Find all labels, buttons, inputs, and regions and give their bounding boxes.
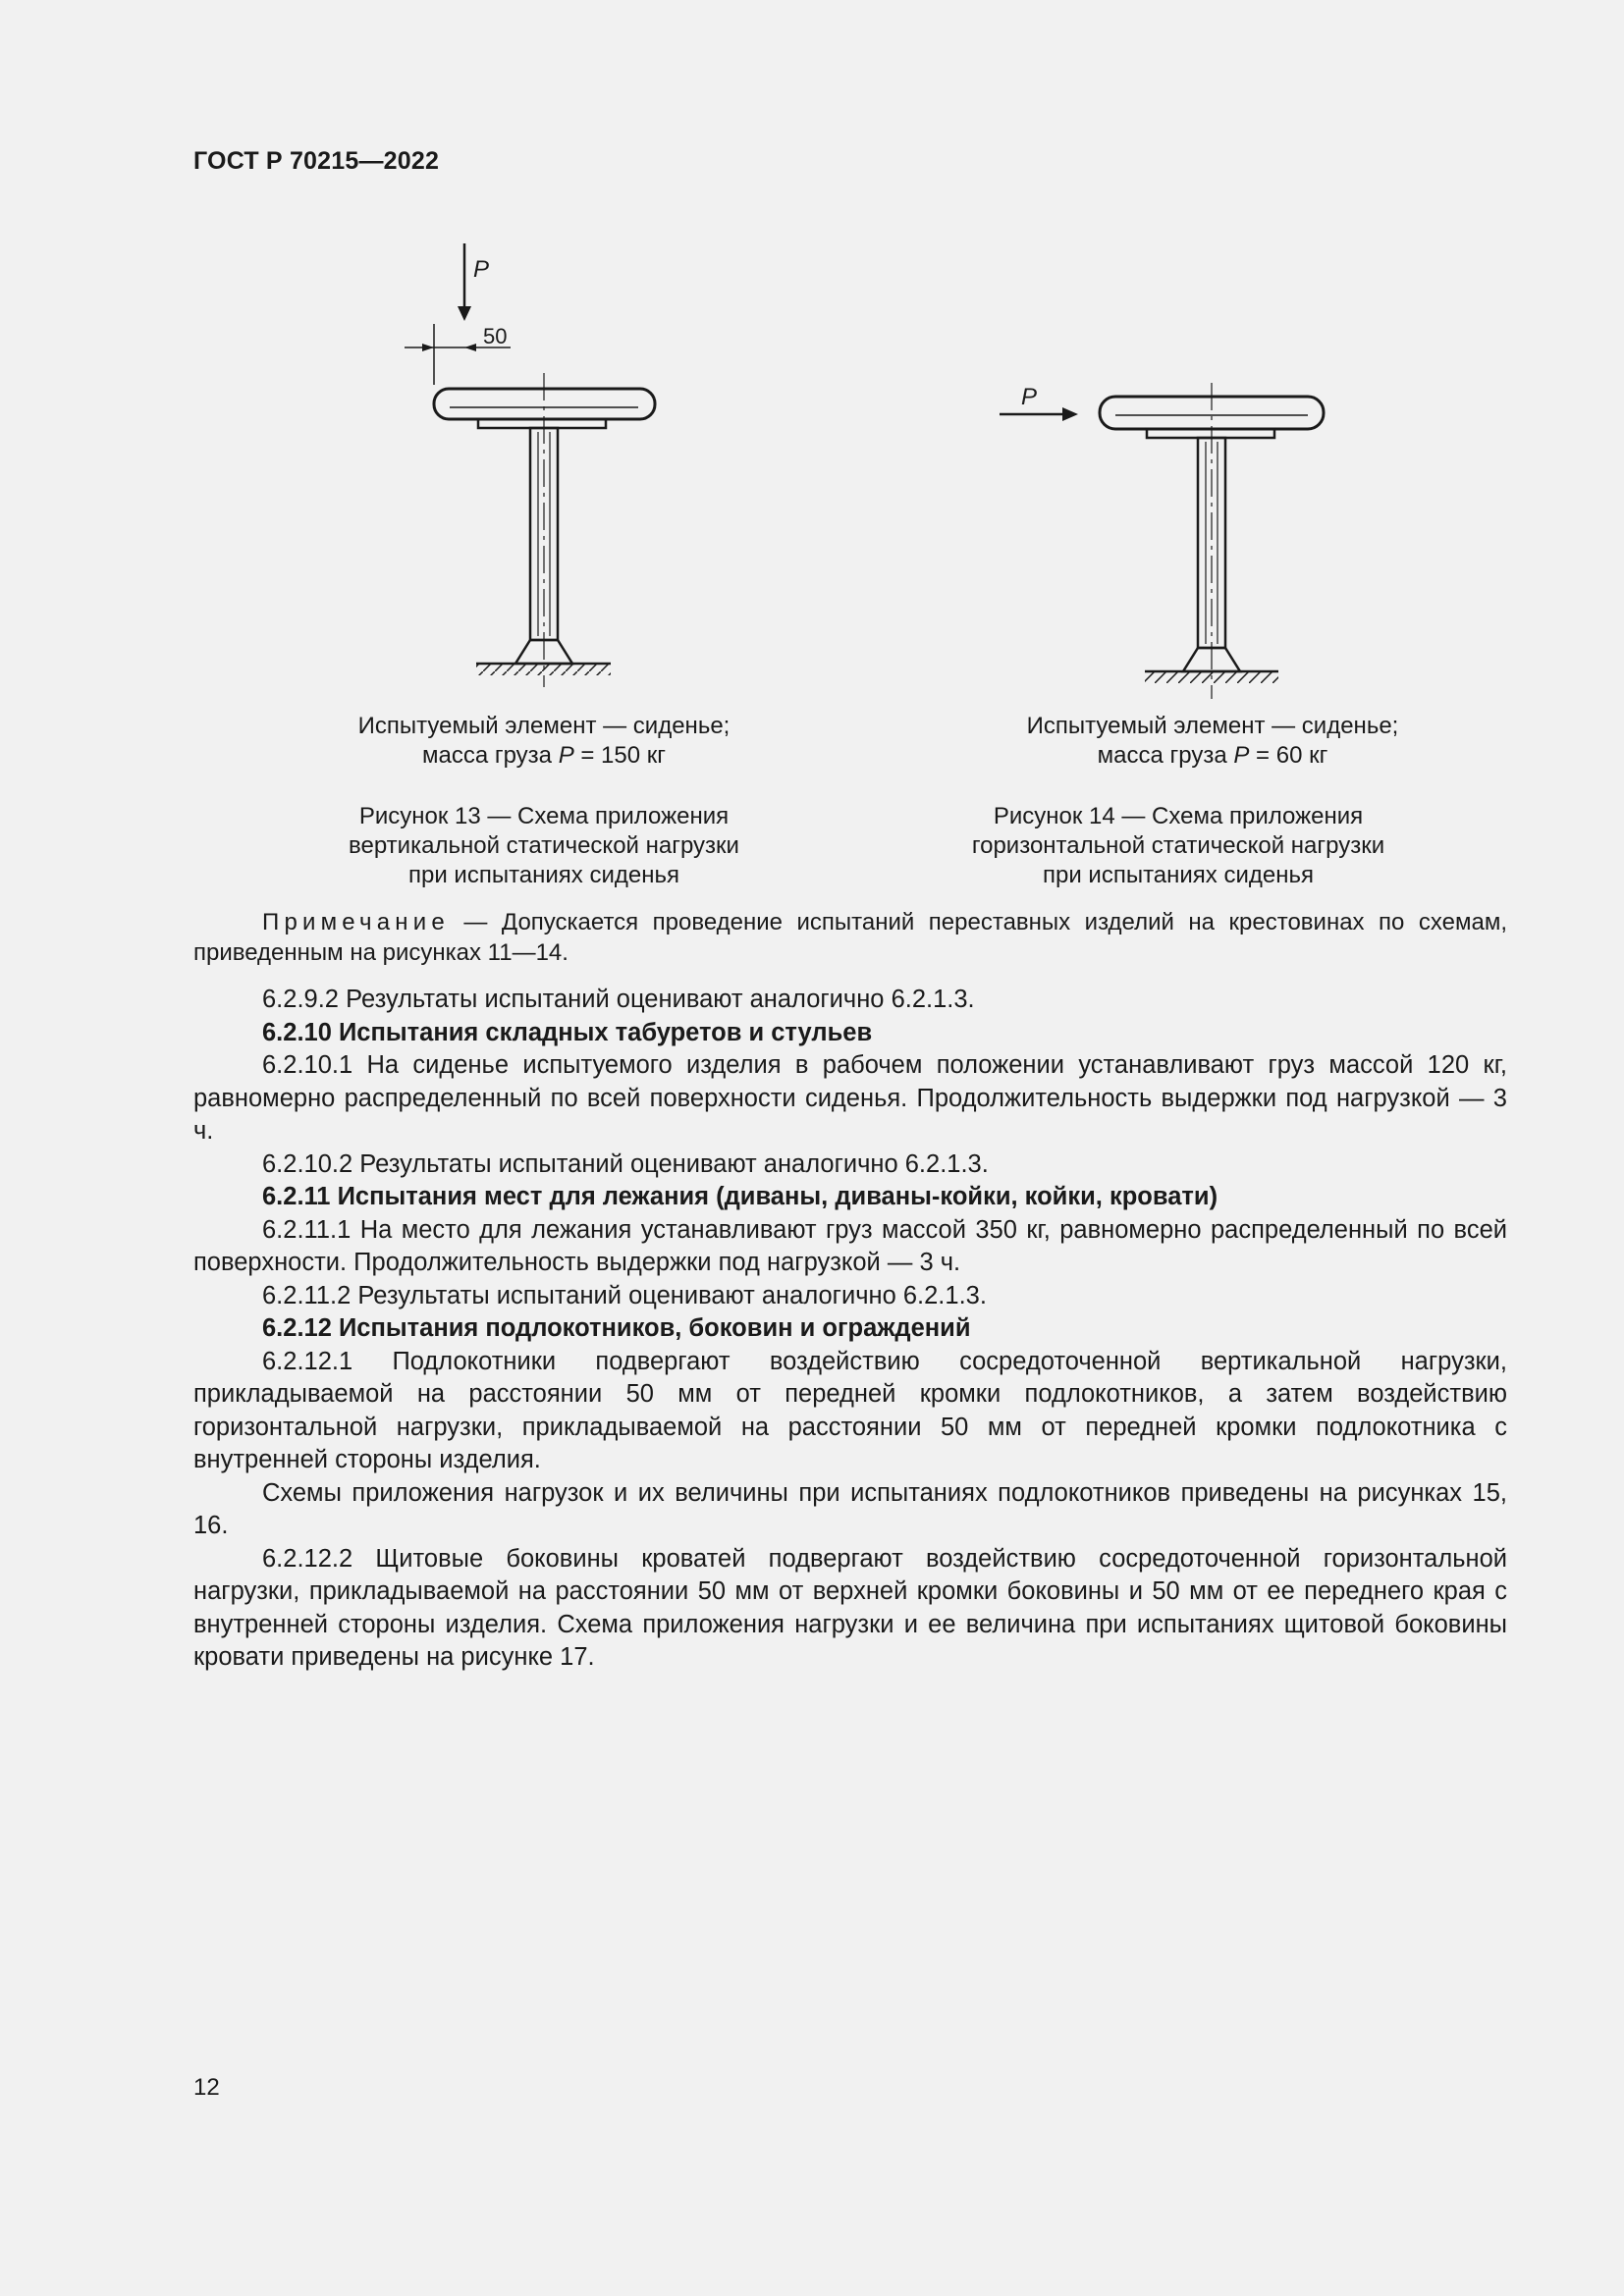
fig13-title-line2: вертикальной статической нагрузки [349,832,739,859]
paragraph-6-2-11-2: 6.2.11.2 Результаты испытаний оценивают аналогично 6.2.1.3. [262,1281,987,1309]
standard-header: ГОСТ Р 70215—2022 [193,147,440,175]
figure-14-stool-horizontal-load [1000,383,1324,699]
fig13-title [274,802,814,890]
note-text: — Допускается проведение испытаний переставных изделий на крестовинах по схемам, приведенным на рисунках 11—14. [193,909,1507,966]
paragraph-6-2-12-2: 6.2.12.2 Щитовые боковины кроватей подвергают воздействию сосредоточенной горизонтальной нагрузки, прикладываемой на расстоянии 50 мм от верхней кромки боковины и 50 мм от ее переднего края с внутренней стороны изделия. Схема приложения нагрузки и ее величина при испытаниях щитовой боковины кровати приведены на рисунке 17. [193,1544,1507,1671]
main-text [193,984,1507,1675]
heading-6-2-12: 6.2.12 Испытания подлокотников, боковин и ограждений [262,1314,971,1342]
heading-6-2-11: 6.2.11 Испытания мест для лежания (диваны, диваны-койки, койки, кровати) [262,1183,1218,1210]
figures-drawing [0,0,1624,942]
fig14-title-line2: горизонтальной статической нагрузки [971,832,1385,859]
note-label: Примечание [262,909,450,935]
paragraph-6-2-12-1: 6.2.12.1 Подлокотники подвергают воздействию сосредоточенной вертикальной нагрузки, прикладываемой на расстоянии 50 мм от передней кромки подлокотников, а затем воздействию горизонтальной нагрузки, прикладываемой на расстоянии 50 мм от передней кромки подлокотника с внутренней стороны изделия. [193,1347,1507,1473]
force-arrow-head [1062,407,1078,421]
fig13-title-line1: Рисунок 13 — Схема приложения [358,803,730,829]
fig13-caption [298,712,789,771]
force-arrow-head [458,306,471,321]
fig14-caption-line1: Испытуемый элемент — сиденье; [1026,713,1399,739]
paragraph-6-2-11-1: 6.2.11.1 На место для лежания устанавливают груз массой 350 кг, равномерно распределенный по всей поверхности. Продолжительность выдержки под нагрузкой — 3 ч. [193,1215,1507,1276]
figure-note [193,907,1507,968]
fig14-title [908,802,1448,890]
paragraph-schemes: Схемы приложения нагрузок и их величины при испытаниях подлокотников приведены на рисунках 15, 16. [193,1478,1507,1539]
fig14-force-label: P [1021,384,1038,410]
fig14-caption-line2: масса груза P = 60 кг [1097,742,1328,769]
fig13-dimension-label: 50 [483,324,508,348]
figure-13-stool-vertical-load [405,243,655,687]
fig14-title-line3: при испытаниях сиденья [1043,862,1314,888]
fig13-force-label: P [473,256,490,283]
paragraph-6-2-10-1: 6.2.10.1 На сиденье испытуемого изделия в рабочем положении устанавливают груз массой 120 кг, равномерно распределенный по всей поверхности сиденья. Продолжительность выдержки под нагрузкой — 3 ч. [193,1051,1507,1145]
fig13-title-line3: при испытаниях сиденья [408,862,679,888]
fig14-caption [967,712,1458,771]
paragraph-6-2-9-2: 6.2.9.2 Результаты испытаний оценивают аналогично 6.2.1.3. [262,986,975,1013]
floor-hatch [1145,672,1278,683]
heading-6-2-10: 6.2.10 Испытания складных табуретов и стульев [262,1018,873,1046]
page-number: 12 [193,2074,220,2101]
paragraph-6-2-10-2: 6.2.10.2 Результаты испытаний оценивают аналогично 6.2.1.3. [262,1149,989,1178]
fig13-caption-line2: масса груза P = 150 кг [421,742,667,769]
fig13-caption-line1: Испытуемый элемент — сиденье; [357,713,731,739]
floor-hatch [476,665,611,675]
fig14-title-line1: Рисунок 14 — Схема приложения [993,803,1364,829]
